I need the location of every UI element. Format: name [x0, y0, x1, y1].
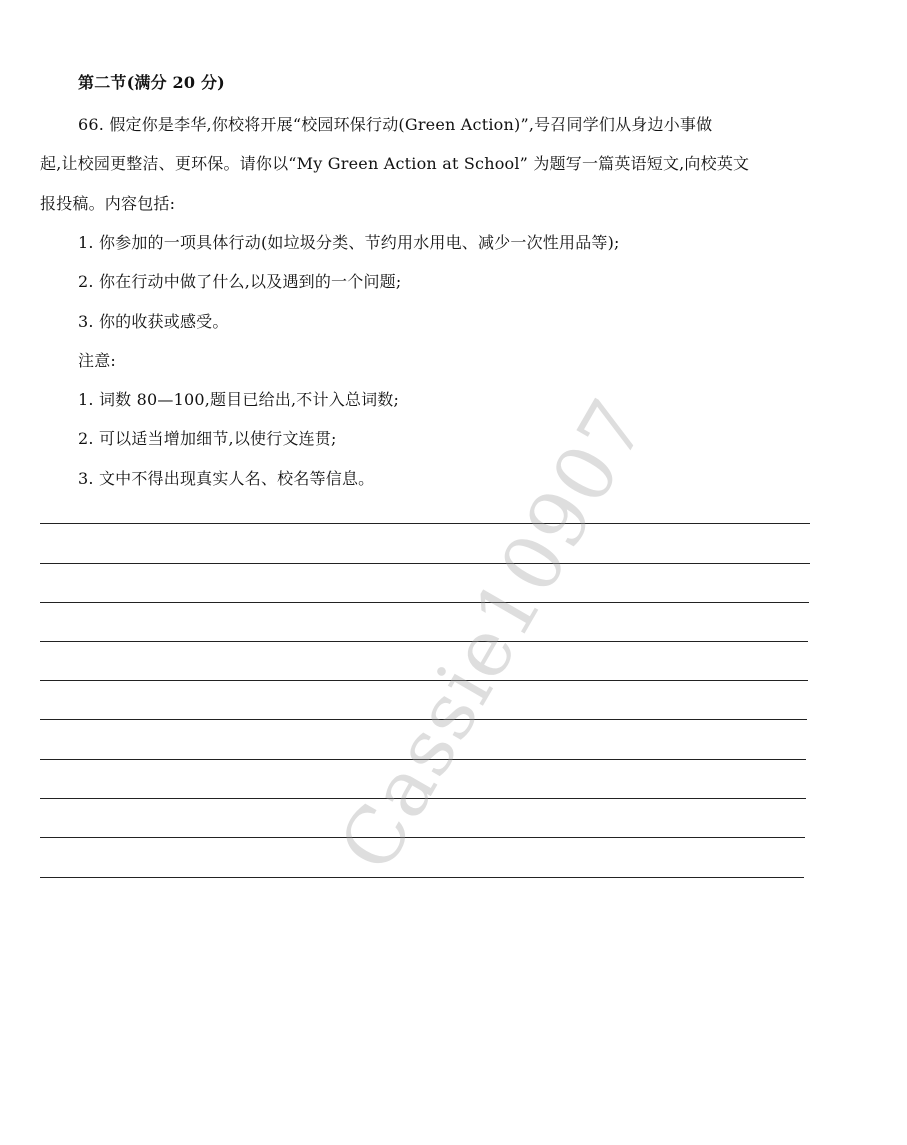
- notes-label: 注意:: [78, 351, 116, 370]
- question-line-2: 起,让校园更整洁、更环保。请你以“My Green Action at School” 为题写一篇英语短文,向校英文: [40, 154, 750, 173]
- answer-line[interactable]: [40, 641, 808, 642]
- answer-line[interactable]: [40, 798, 806, 799]
- answer-line[interactable]: [40, 523, 810, 524]
- answer-line[interactable]: [40, 680, 808, 681]
- watermark: Cassie10907: [322, 384, 665, 886]
- section-title: 第二节(满分 20 分): [78, 73, 225, 92]
- content-point: 3. 你的收获或感受。: [78, 312, 229, 331]
- note-item: 2. 可以适当增加细节,以使行文连贯;: [78, 429, 337, 448]
- note-item: 3. 文中不得出现真实人名、校名等信息。: [78, 469, 375, 488]
- answer-line[interactable]: [40, 719, 807, 720]
- note-item: 1. 词数 80—100,题目已给出,不计入总词数;: [78, 390, 400, 409]
- answer-line[interactable]: [40, 759, 806, 760]
- answer-line[interactable]: [40, 602, 809, 603]
- question-line-1: 66. 假定你是李华,你校将开展“校园环保行动(Green Action)”,号召同学们从身边小事做: [78, 115, 713, 134]
- question-line-3: 报投稿。内容包括:: [40, 194, 176, 213]
- answer-line[interactable]: [40, 877, 804, 878]
- answer-line[interactable]: [40, 837, 805, 838]
- content-point: 2. 你在行动中做了什么,以及遇到的一个问题;: [78, 272, 402, 291]
- answer-line[interactable]: [40, 563, 810, 564]
- content-point: 1. 你参加的一项具体行动(如垃圾分类、节约用水用电、减少一次性用品等);: [78, 233, 620, 252]
